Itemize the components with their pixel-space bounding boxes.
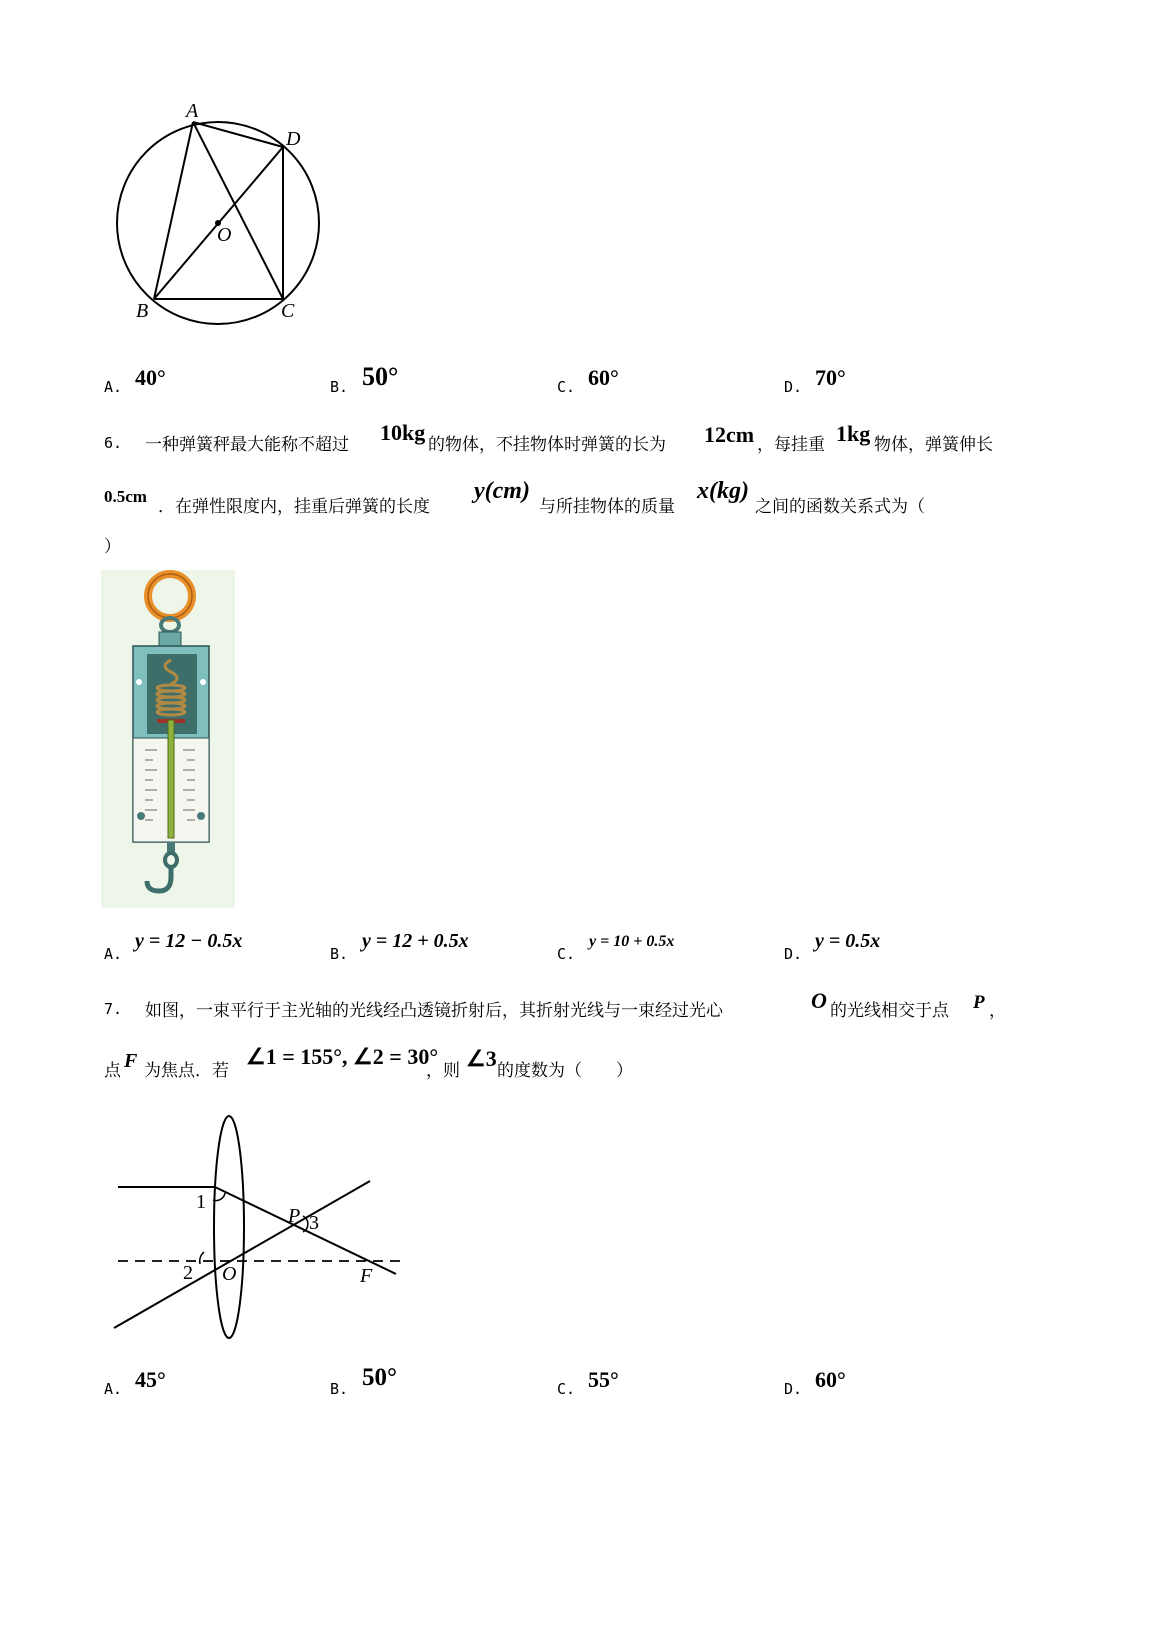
q6-math-2: 12cm [704,422,755,447]
option-a-value[interactable]: 45° [135,1367,166,1392]
point-label-a: A [186,100,199,122]
option-b-letter: B. [330,945,349,963]
option-d-letter: D. [784,945,803,963]
q6-text-1: 一种弹簧秤最大能称不超过 [145,435,349,455]
point-label-o: O [222,1263,237,1285]
option-c-letter: C. [557,1380,576,1398]
q7-text-1: 如图，一束平行于主光轴的光线经凸透镜折射后，其折射光线与一束经过光心 [145,1001,723,1021]
q6-text-2: 的物体，不挂物体时弹簧的长为 [428,435,666,455]
q7-math-3: F [124,1050,138,1072]
q6-math-6: x(kg) [697,478,749,504]
point-label-o: O [217,224,232,246]
question-number: 7. [104,1000,123,1018]
q6-math-5: y(cm) [474,478,530,504]
spring-scale-image [101,570,235,908]
option-b-letter: B. [330,1380,349,1398]
point-label-d: D [286,128,301,150]
q7-text-2: 的光线相交于点 [830,1001,949,1021]
q7-text-5: 为焦点．若 [144,1061,229,1081]
angle-label-3: 3 [309,1212,319,1234]
q6-text-5: ．在弹性限度内，挂重后弹簧的长度 [158,497,430,517]
option-d-letter: D. [784,1380,803,1398]
option-c-value[interactable]: y = 10 + 0.5x [589,933,675,950]
q6-math-4: 0.5cm [104,487,147,506]
q6-text-4: 物体，弹簧伸长 [874,435,993,455]
option-a-value[interactable]: y = 12 − 0.5x [135,930,243,952]
q6-math-3: 1kg [836,421,871,446]
option-b-value[interactable]: 50° [362,362,399,391]
q7-math-4: ∠1 = 155°, ∠2 = 30° [246,1044,439,1069]
q7-text-3: ， [989,1001,1006,1021]
option-a-letter: A. [104,1380,123,1398]
option-b-value[interactable]: y = 12 + 0.5x [362,930,469,952]
option-a-letter: A. [104,945,123,963]
option-c-value[interactable]: 60° [588,365,619,390]
lens-figure [100,1108,420,1348]
q6-math-1: 10kg [380,420,426,445]
q6-text-3: ，每挂重 [757,435,825,455]
point-label-c: C [281,300,295,322]
option-b-letter: B. [330,378,349,396]
option-d-value[interactable]: 60° [815,1367,846,1392]
point-label-p: P [288,1205,301,1227]
angle-label-1: 1 [196,1191,206,1213]
option-d-value[interactable]: y = 0.5x [815,930,881,952]
q6-text-8: ） [104,537,121,557]
option-c-letter: C. [557,945,576,963]
q6-text-7: 之间的函数关系式为（ [755,497,925,517]
point-label-b: B [136,300,149,322]
option-a-letter: A. [104,378,123,396]
angle-label-2: 2 [183,1262,193,1284]
question-number: 6. [104,434,123,452]
q6-text-6: 与所挂物体的质量 [539,497,675,517]
circle-figure [100,95,340,335]
q7-math-5: ∠3 [466,1046,497,1071]
option-a-value[interactable]: 40° [135,365,166,390]
q7-text-6: ，则 [426,1061,460,1081]
option-d-value[interactable]: 70° [815,365,846,390]
q7-text-7: 的度数为（ ） [497,1061,633,1081]
point-label-f: F [360,1265,373,1287]
q7-math-2: P [973,992,985,1013]
option-b-value[interactable]: 50° [362,1364,397,1391]
q7-text-4: 点 [104,1061,121,1081]
q7-math-1: O [811,988,827,1013]
option-c-letter: C. [557,378,576,396]
option-d-letter: D. [784,378,803,396]
option-c-value[interactable]: 55° [588,1367,619,1392]
